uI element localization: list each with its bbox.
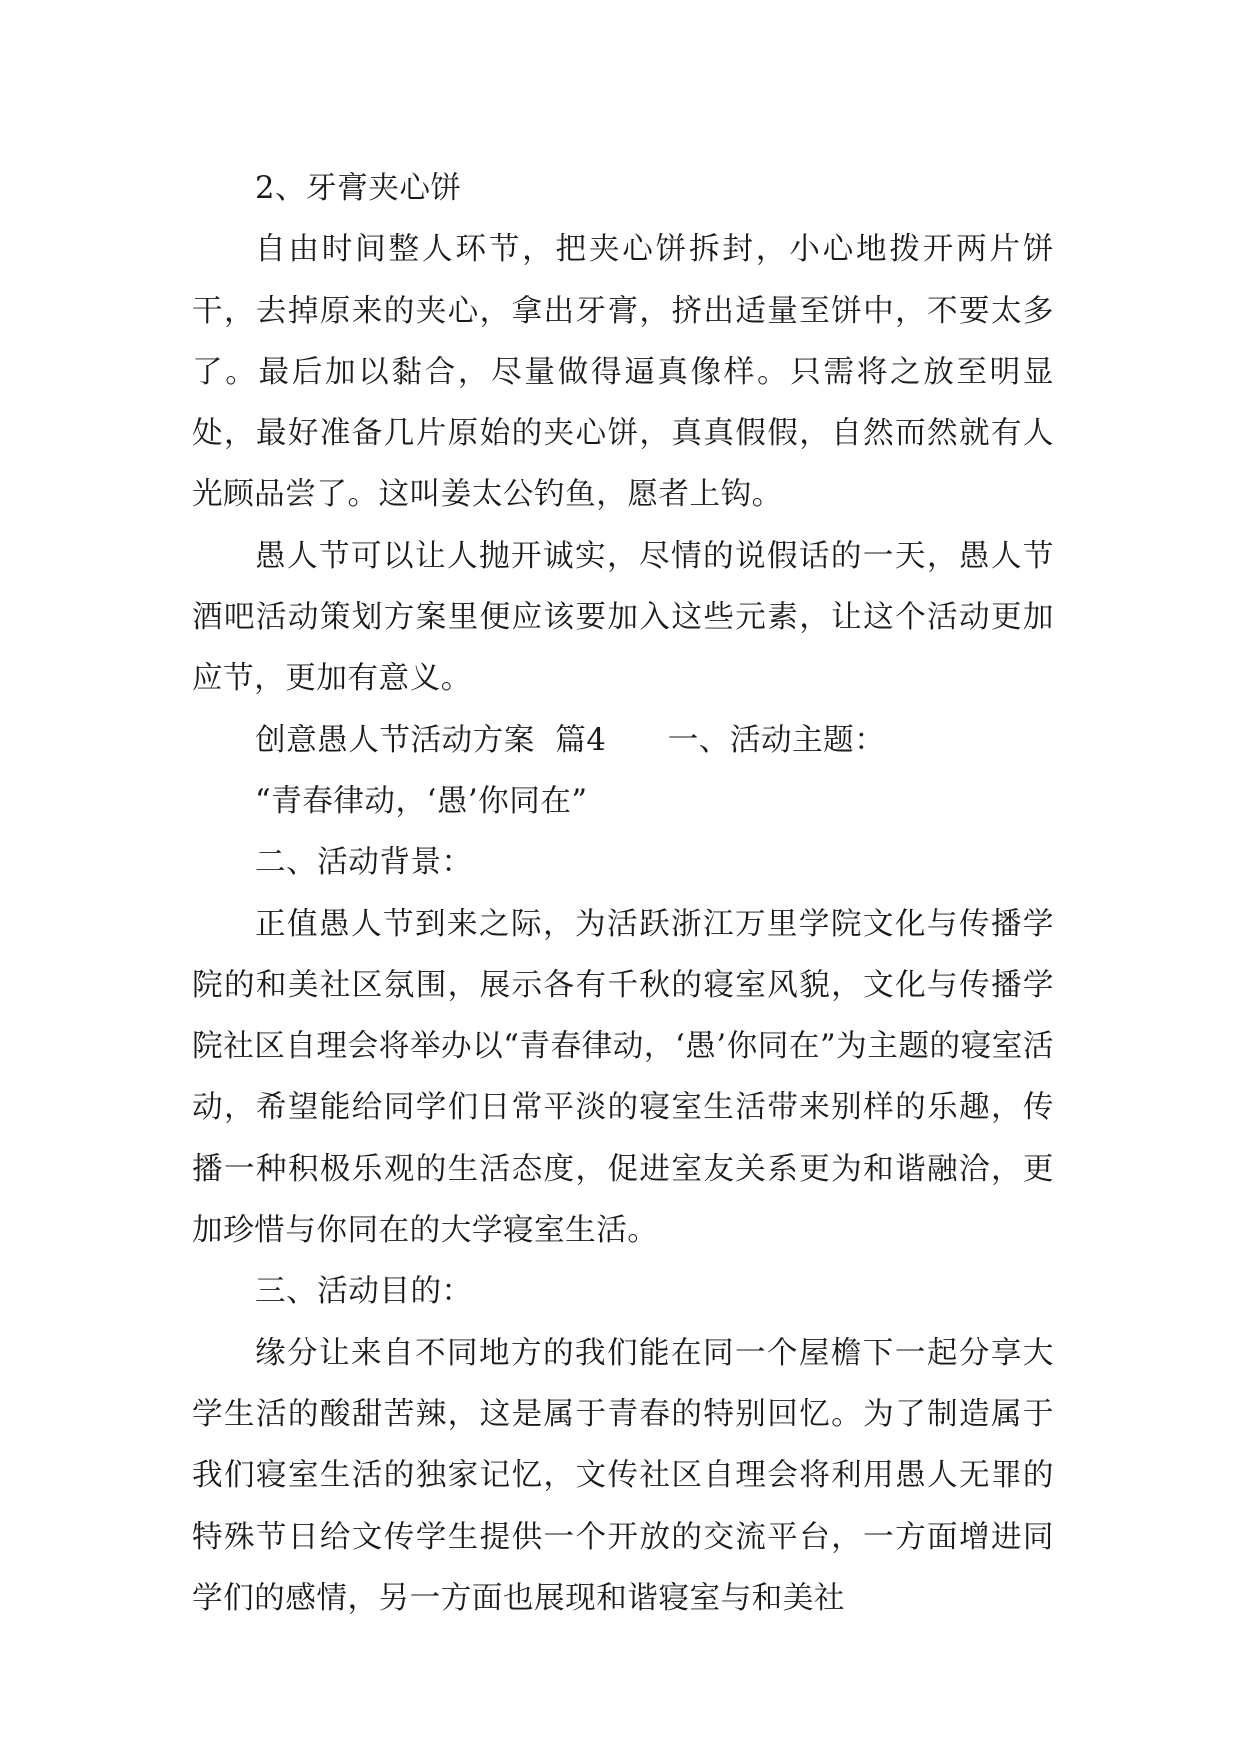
paragraph-activity-background: 正值愚人节到来之际，为活跃浙江万里学院文化与传播学院的和美社区氛围，展示各有千秋的寝室风貌，文化与传播学院社区自理会将举办以“青春律动，‘愚’你同在”为主题的寝室活动，希望能给同学们日常平淡的寝室生活带来别样的乐趣，传播一种积极乐观的生活态度，促进室友关系更为和谐融洽，更加珍惜与你同在的大学寝室生活。 bbox=[192, 906, 1054, 1249]
heading-activity-purpose: 三、活动目的： bbox=[255, 1274, 473, 1310]
paragraph-april-fools-summary: 愚人节可以让人抛开诚实，尽情的说假话的一天，愚人节酒吧活动策划方案里便应该要加入这些元素，让这个活动更加应节，更加有意义。 bbox=[192, 538, 1054, 697]
subheading-toothpaste-cookie: 2、牙膏夹心饼 bbox=[255, 171, 462, 206]
heading-activity-background: 二、活动背景： bbox=[255, 845, 473, 881]
document-body bbox=[192, 158, 1054, 1629]
paragraph-activity-purpose: 缘分让来自不同地方的我们能在同一个屋檐下一起分享大学生活的酸甜苦辣，这是属于青春的特别回忆。为了制造属于我们寝室生活的独家记忆，文传社区自理会将利用愚人无罪的特殊节日给文传学生提供一个开放的交流平台，一方面增进同学们的感情，另一方面也展现和谐寝室与和美社 bbox=[192, 1335, 1054, 1616]
paragraph-cookie-prank: 自由时间整人环节，把夹心饼拆封，小心地拨开两片饼干，去掉原来的夹心，拿出牙膏，挤出适量至饼中，不要太多了。最后加以黏合，尽量做得逼真像样。只需将之放至明显处，最好准备几片原始的夹心饼，真真假假，自然而然就有人光顾品尝了。这叫姜太公钓鱼，愿者上钩。 bbox=[192, 232, 1054, 513]
activity-theme-text: “青春律动，‘愚’你同在” bbox=[255, 783, 588, 819]
section-heading-plan-4: 创意愚人节活动方案 篇4 一、活动主题： bbox=[255, 722, 886, 758]
